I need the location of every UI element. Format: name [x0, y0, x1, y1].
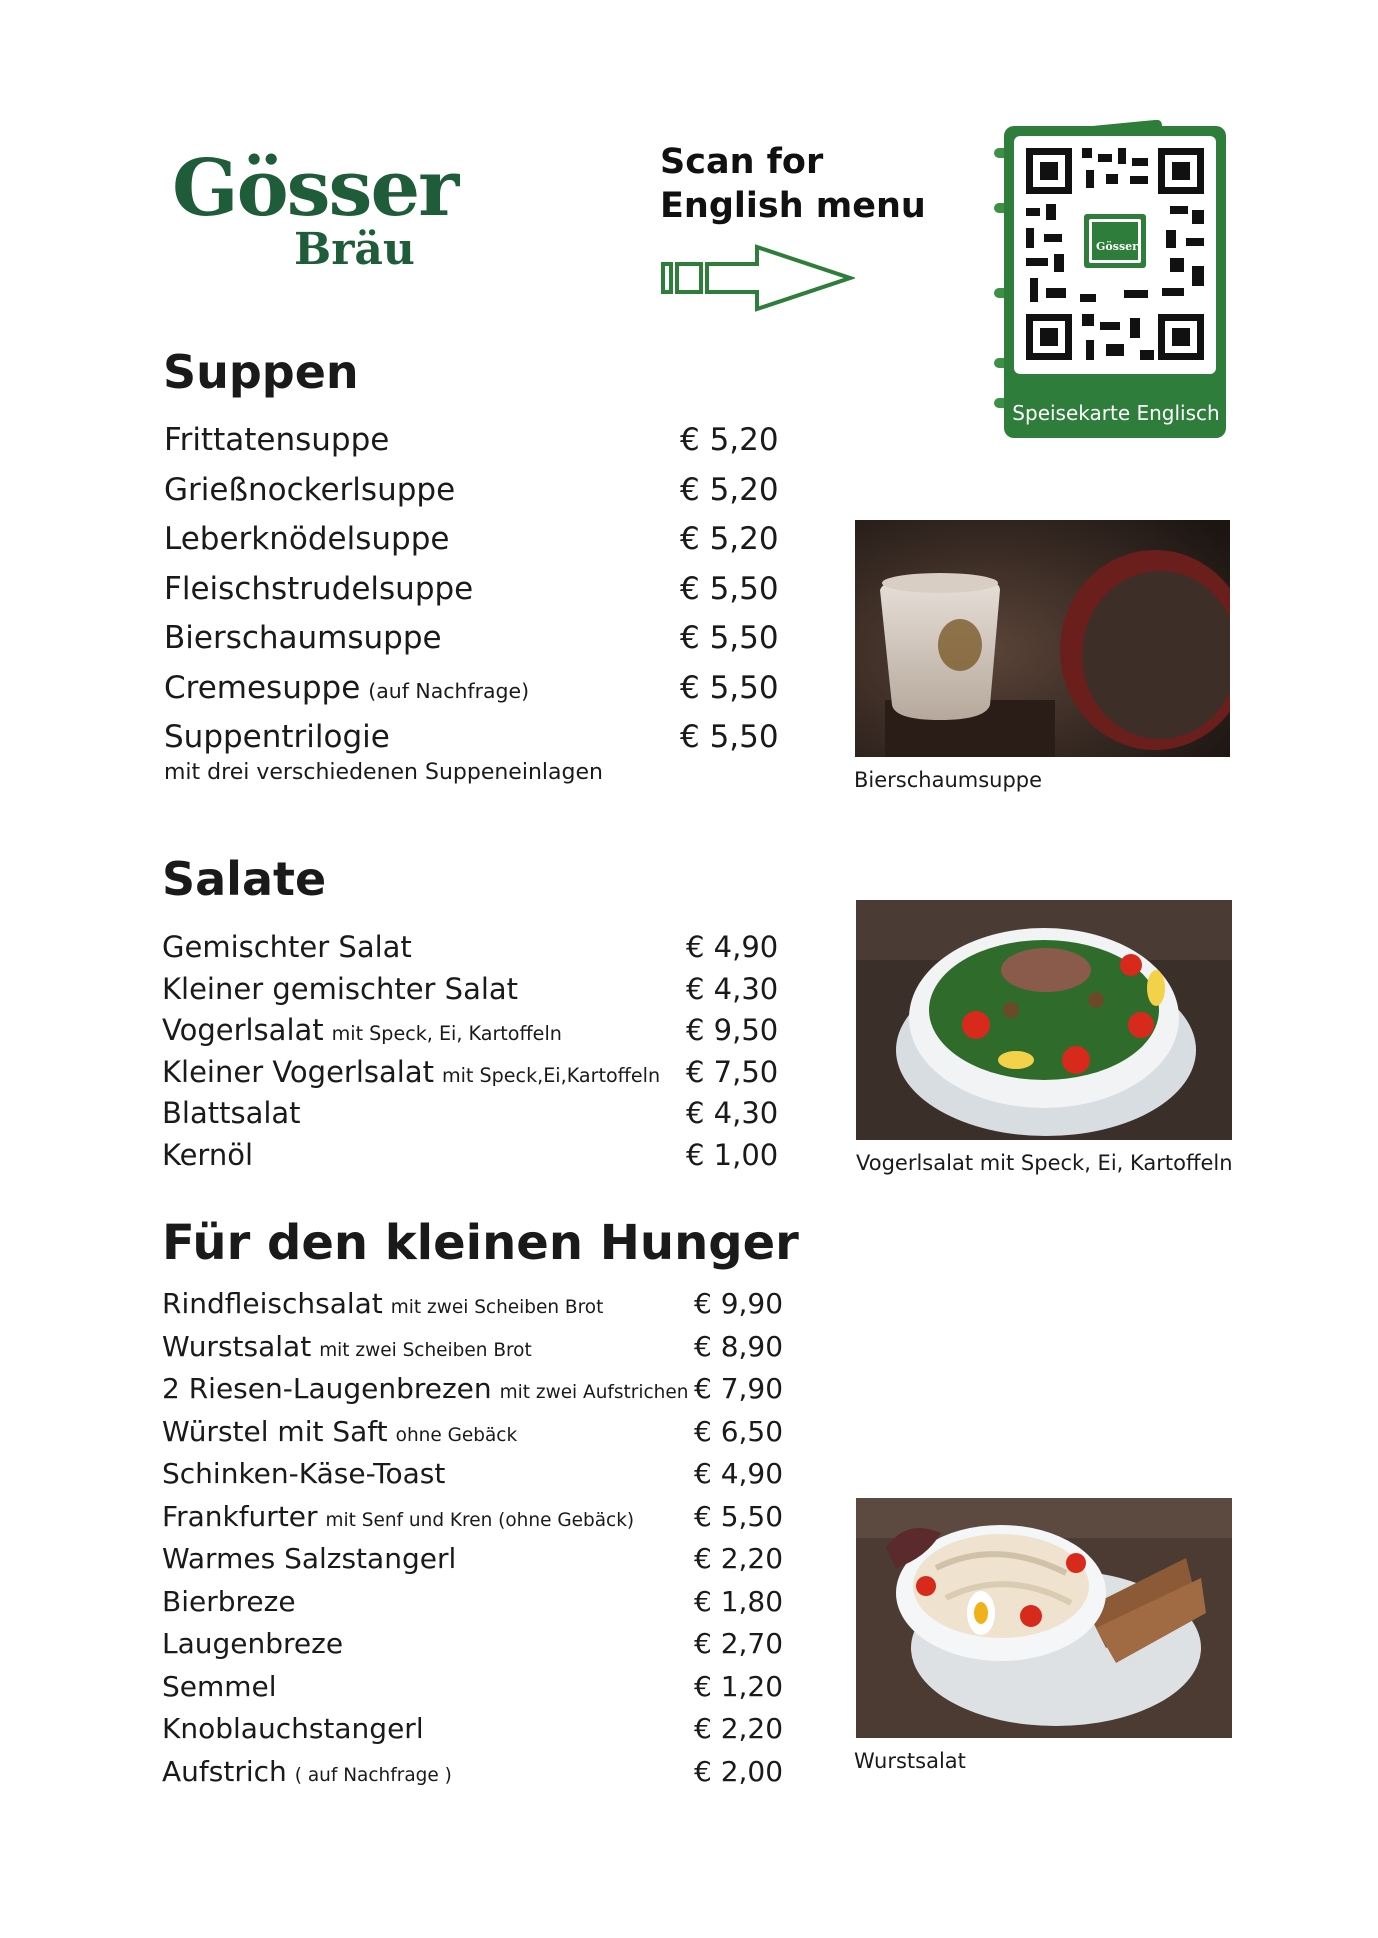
qr-caption: Speisekarte Englisch [1012, 401, 1220, 425]
menu-item-note: mit Speck,Ei,Kartoffeln [441, 1063, 661, 1087]
menu-item-note: mit zwei Scheiben Brot [319, 1339, 532, 1361]
menu-item-note: ( auf Nachfrage ) [294, 1764, 452, 1786]
menu-item-name: Blattsalat [162, 1096, 301, 1130]
menu-item-note: mit zwei Scheiben Brot [390, 1297, 604, 1318]
suppentrilogie-note: mit drei verschiedenen Suppeneinlagen [164, 760, 603, 785]
qr-code-card[interactable] [990, 118, 1230, 443]
menu-item-note: mit Speck, Ei, Kartoffeln [331, 1022, 562, 1045]
section-title-salate: Salate [162, 852, 327, 906]
qr-badge-logo: Gösser [1096, 240, 1138, 253]
menu-item-name: Gemischter Salat [162, 930, 412, 964]
menu-item-price: € 5,20 [680, 471, 779, 508]
menu-item-name: Kleiner Vogerlsalat mit Speck,Ei,Kartoffeln [162, 1054, 661, 1089]
menu-item-price: € 5,50 [680, 669, 779, 706]
menu-item-name: Kernöl [162, 1137, 254, 1172]
menu-item-name: Semmel [162, 1669, 277, 1703]
menu-item-note: (auf Nachfrage) [368, 678, 530, 703]
menu-item-name: Rindfleischsalat mit zwei Scheiben Brot [162, 1287, 604, 1320]
menu-item-name: Suppentrilogie [164, 719, 390, 755]
logo-wordmark: Gösser [172, 143, 458, 234]
menu-item-name: Würstel mit Saft ohne Gebäck [162, 1414, 518, 1448]
menu-item-name: Warmes Salzstangerl [162, 1542, 457, 1575]
menu-item-price: € 5,50 [680, 620, 779, 656]
menu-item-name: Bierbreze [162, 1584, 296, 1618]
menu-item-price: € 2,70 [694, 1627, 784, 1660]
caption-wurstsalat: Wurstsalat [854, 1749, 966, 1773]
menu-item-name: Knoblauchstangerl [162, 1712, 424, 1745]
logo-subline: Bräu [294, 224, 415, 275]
menu-item-price: € 4,30 [686, 971, 779, 1006]
menu-item-name: Frittatensuppe [164, 422, 390, 458]
menu-item-name: Vogerlsalat mit Speck, Ei, Kartoffeln [162, 1013, 562, 1047]
menu-item-price: € 1,00 [686, 1137, 779, 1172]
scan-prompt: Scan for English menu [660, 142, 926, 226]
menu-item-note: ohne Gebäck [395, 1424, 518, 1446]
menu-item-price: € 7,50 [686, 1054, 779, 1089]
menu-item-price: € 5,50 [694, 1499, 784, 1533]
menu-item-price: € 2,20 [694, 1542, 784, 1575]
menu-item-name: Laugenbreze [162, 1627, 344, 1660]
menu-item-price: € 1,80 [694, 1584, 784, 1618]
menu-item-note: mit zwei Aufstrichen [499, 1382, 689, 1403]
menu-item-price: € 1,20 [694, 1669, 784, 1703]
menu-item-name: Schinken-Käse-Toast [162, 1457, 446, 1490]
qr-card-graphic [990, 118, 1230, 443]
menu-item-price: € 8,90 [694, 1329, 784, 1363]
menu-item-price: € 5,50 [680, 570, 779, 607]
caption-bierschaumsuppe: Bierschaumsuppe [854, 768, 1043, 792]
menu-item-name: Aufstrich ( auf Nachfrage ) [162, 1754, 452, 1788]
menu-item-price: € 9,90 [694, 1287, 784, 1320]
photo-wurstsalat [856, 1498, 1232, 1738]
menu-item-name: Bierschaumsuppe [164, 620, 442, 656]
menu-item-price: € 5,20 [680, 521, 779, 557]
menu-item-price: € 7,90 [694, 1372, 784, 1405]
menu-item-price: € 6,50 [694, 1414, 784, 1448]
section-title-kleiner-hunger: Für den kleinen Hunger [162, 1215, 799, 1271]
goesser-logo [172, 143, 458, 280]
menu-item-price: € 4,90 [694, 1457, 784, 1490]
menu-item-price: € 2,00 [694, 1754, 784, 1788]
menu-item-price: € 4,30 [686, 1096, 779, 1130]
menu-item-price: € 9,50 [686, 1013, 779, 1047]
menu-item-price: € 4,90 [686, 930, 779, 964]
menu-item-name: Cremesuppe (auf Nachfrage) [164, 669, 530, 706]
menu-item-name: Wurstsalat mit zwei Scheiben Brot [162, 1329, 532, 1363]
menu-item-name: Frankfurter mit Senf und Kren (ohne Gebäck) [162, 1499, 635, 1533]
menu-item-price: € 2,20 [694, 1712, 784, 1745]
section-title-suppen: Suppen [163, 345, 359, 399]
menu-item-name: Fleischstrudelsuppe [164, 570, 474, 607]
photo-bierschaumsuppe [855, 520, 1230, 757]
menu-item-name: Leberknödelsuppe [164, 521, 450, 557]
menu-item-name: Grießnockerlsuppe [164, 471, 456, 508]
caption-vogerlsalat: Vogerlsalat mit Speck, Ei, Kartoffeln [856, 1151, 1233, 1175]
photo-vogerlsalat [856, 900, 1232, 1140]
menu-item-note: mit Senf und Kren (ohne Gebäck) [325, 1509, 635, 1531]
menu-item-name: Kleiner gemischter Salat [162, 971, 519, 1006]
menu-item-price: € 5,50 [680, 719, 779, 755]
arrow-right-icon [660, 242, 855, 312]
menu-item-name: 2 Riesen-Laugenbrezen mit zwei Aufstrichen [162, 1372, 689, 1405]
menu-item-price: € 5,20 [680, 422, 779, 458]
